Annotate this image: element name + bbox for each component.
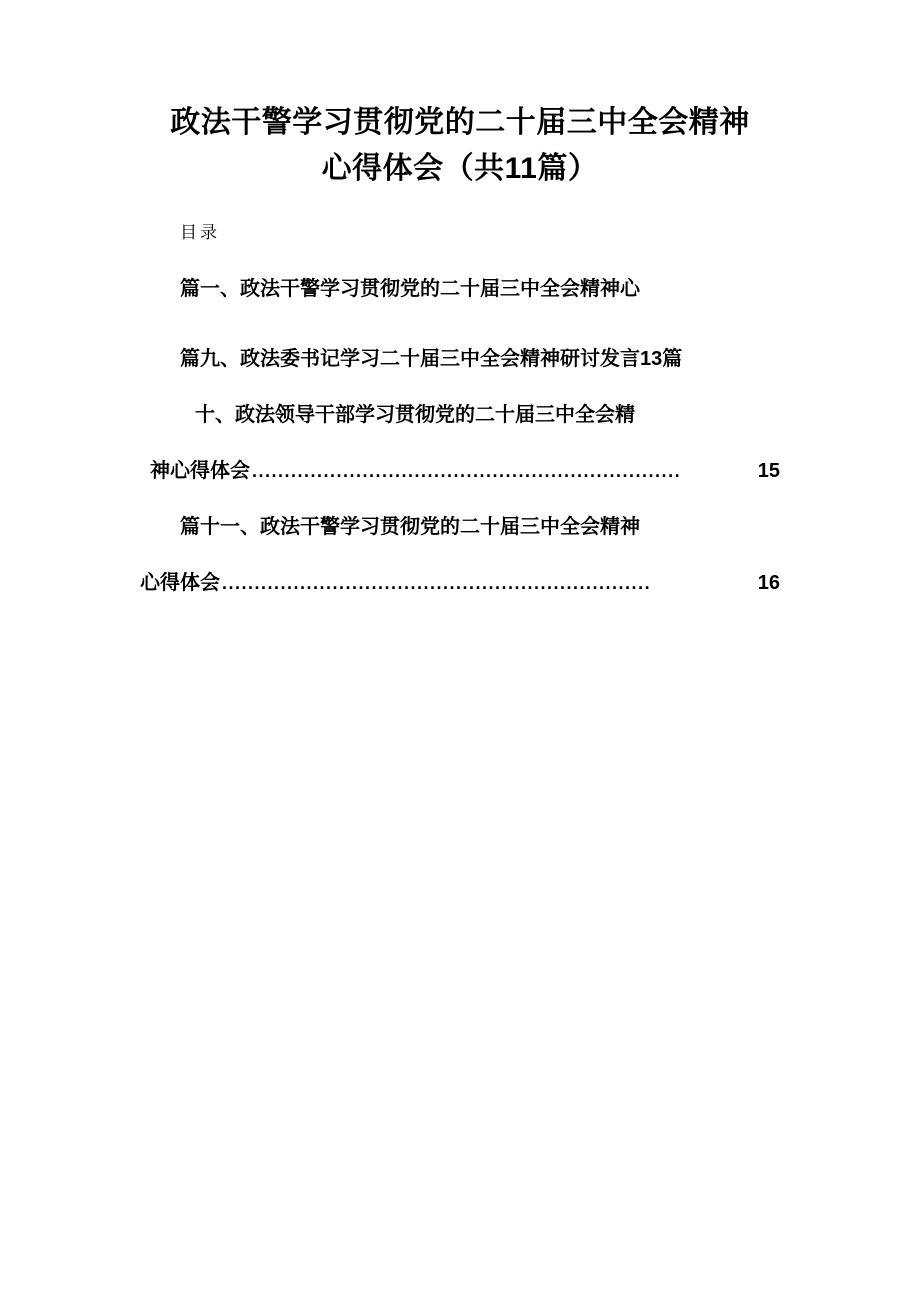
toc-entry-label: 篇一、政法干警学习贯彻党的二十届三中全会精神心 [180, 278, 640, 300]
toc-entry[interactable] [180, 499, 780, 555]
toc-entry-label: 篇九、政法委书记学习二十届三中全会精神研讨发言13篇 [180, 348, 683, 370]
toc-entry-leader: .................................................................. [252, 461, 682, 481]
page-title-line-2: 心得体会（共11篇） [321, 152, 599, 185]
toc-entry-label: 神心得体会 [150, 460, 250, 482]
toc-entry[interactable] [150, 443, 780, 499]
toc-spacer [140, 317, 780, 331]
toc-entry[interactable] [180, 261, 780, 317]
toc-entry-label: 十、政法领导干部学习贯彻党的二十届三中全会精 [195, 404, 635, 426]
toc-entry-label: 篇十一、政法干警学习贯彻党的二十届三中全会精神 [180, 516, 640, 538]
toc-entry-page: 16 [757, 572, 780, 594]
toc-entry-leader: .................................................................. [222, 573, 652, 593]
toc-entry-label: 心得体会 [140, 572, 220, 594]
page-title-line-1: 政法干警学习贯彻党的二十届三中全会精神 [170, 106, 750, 139]
toc-entry[interactable] [140, 555, 780, 611]
toc-entry[interactable] [195, 387, 780, 443]
table-of-contents [140, 261, 780, 611]
toc-entry-page: 15 [757, 460, 780, 482]
toc-entry[interactable] [180, 331, 780, 387]
page-title [140, 100, 780, 192]
toc-heading: 目录 [180, 223, 220, 242]
